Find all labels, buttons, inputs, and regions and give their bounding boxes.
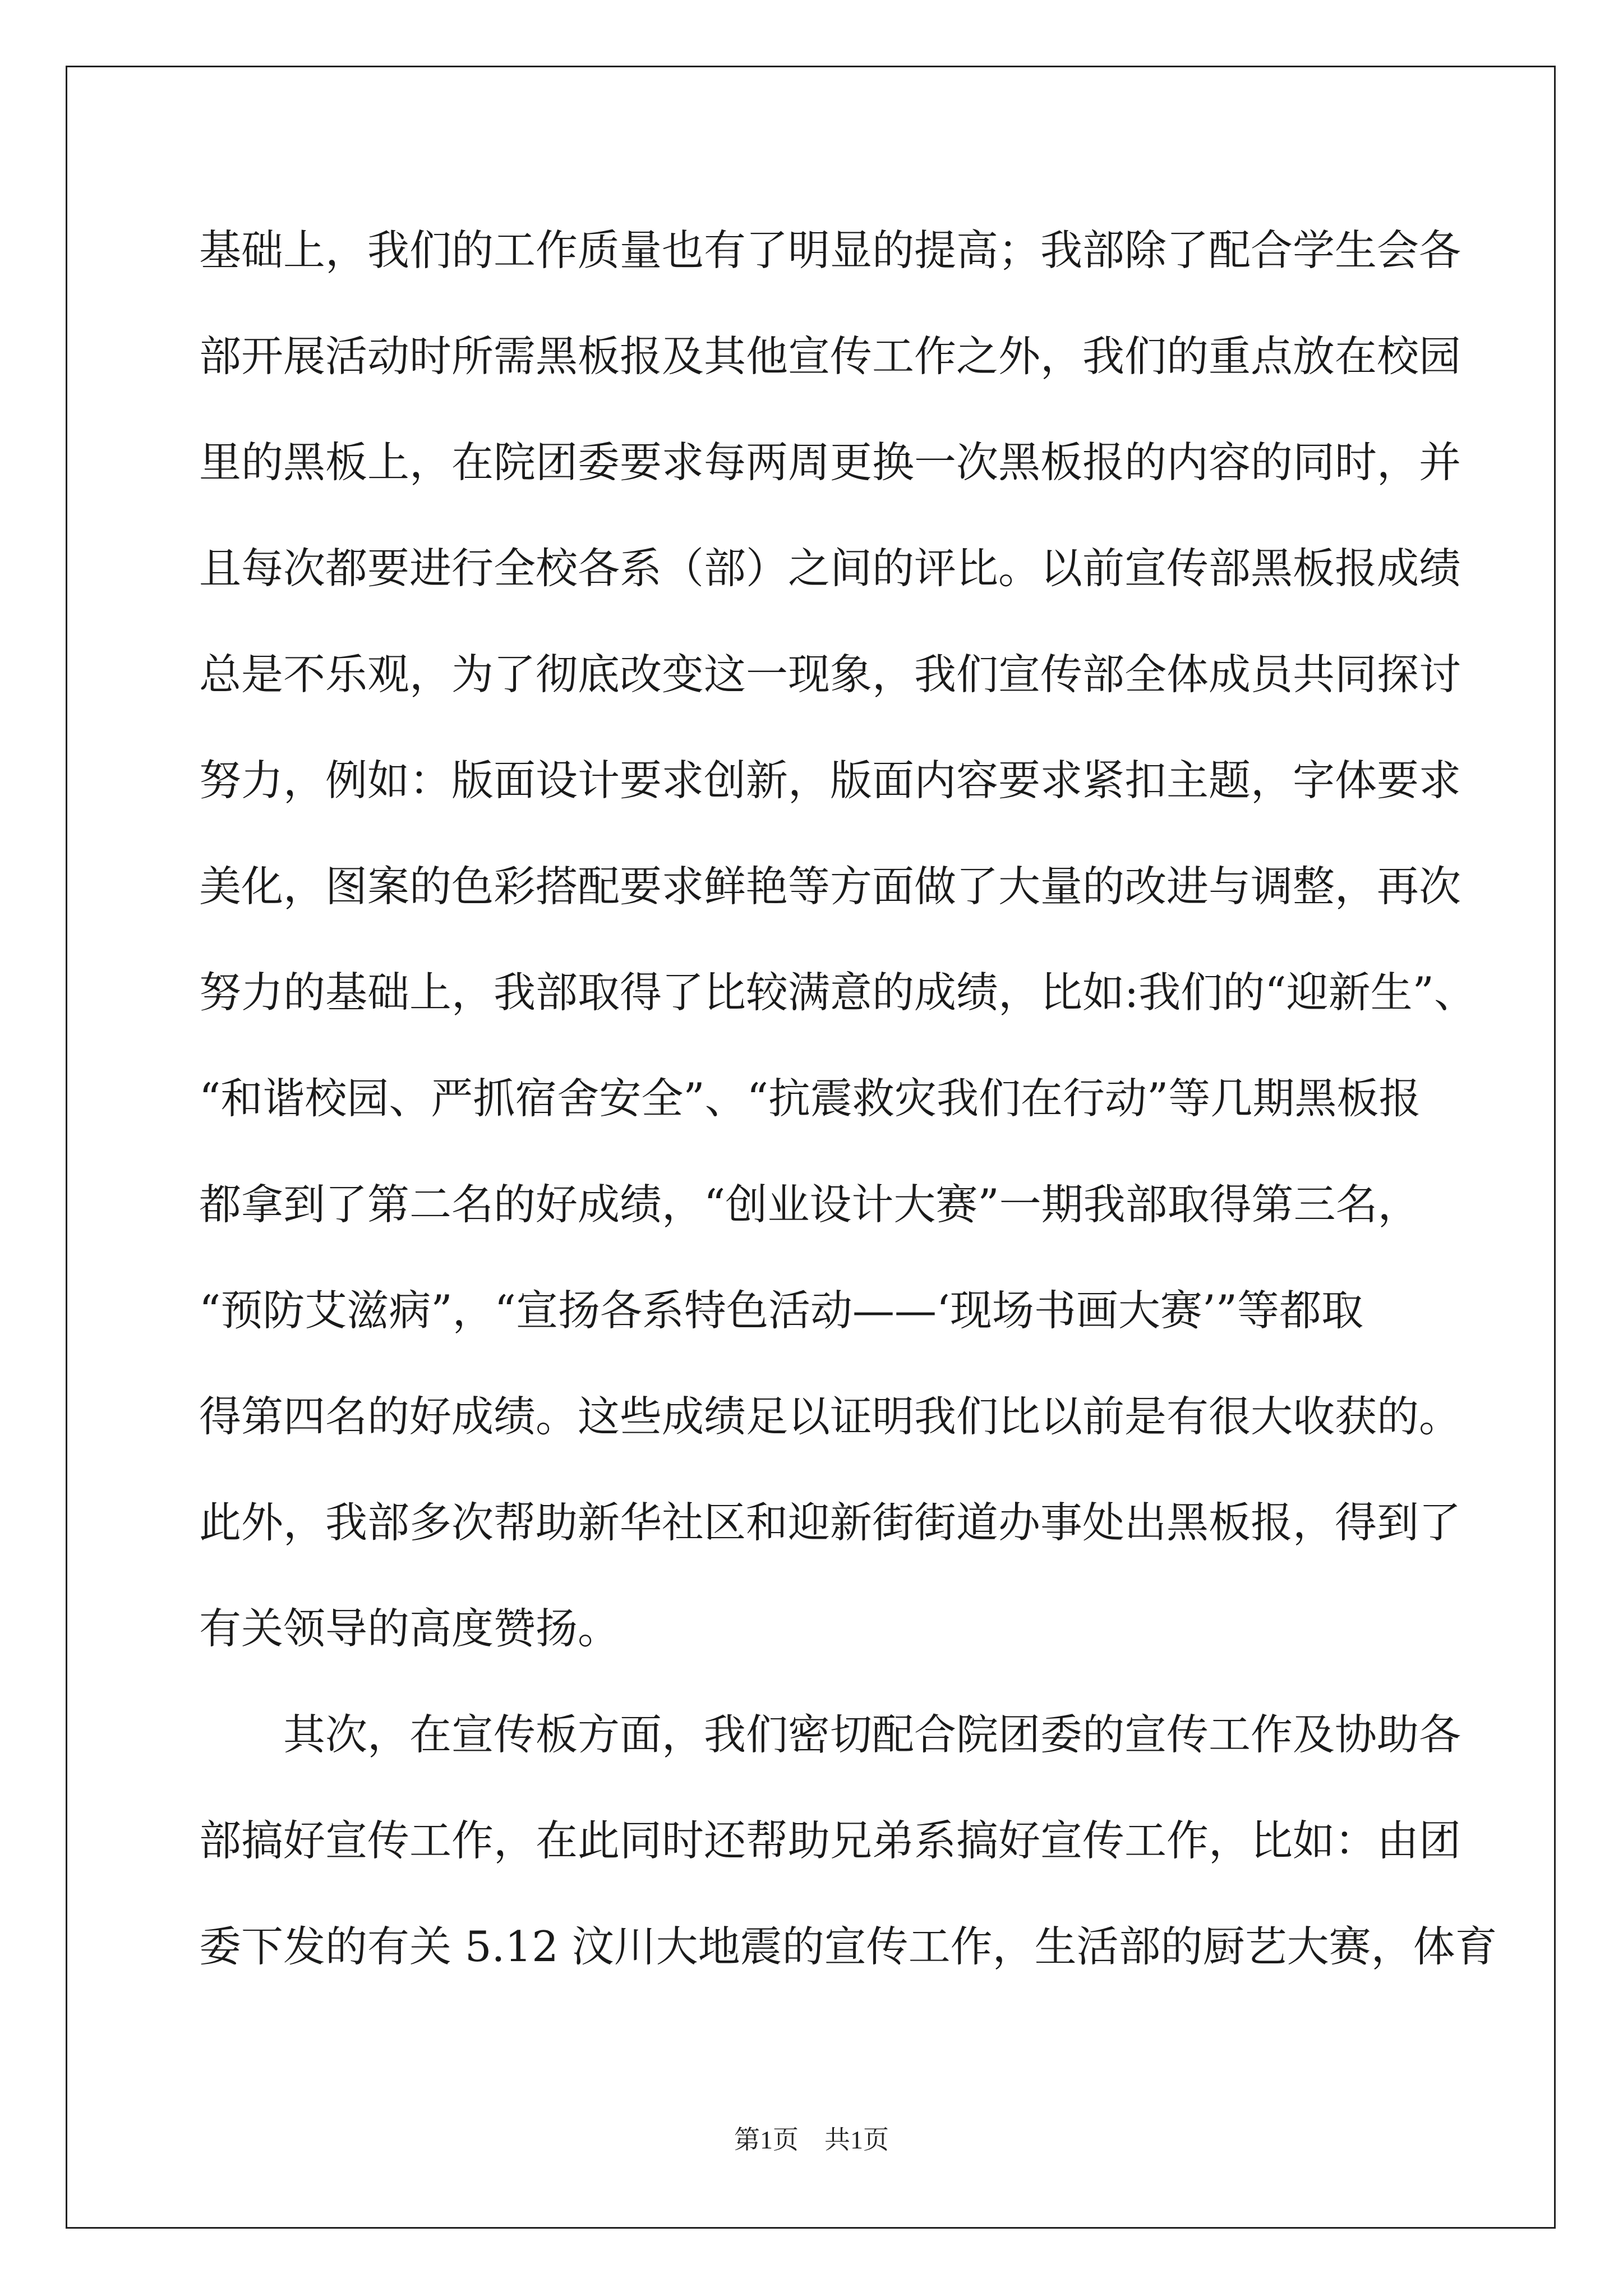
text-line: 其次，在宣传板方面，我们密切配合院团委的宣传工作及协助各 [199,1710,1461,1759]
text-line: 委下发的有关 5.12 汶川大地震的宣传工作，生活部的厨艺大赛，体育 [199,1922,1497,1971]
page-border [66,66,1556,2229]
text-line: 得第四名的好成绩。这些成绩足以证明我们比以前是有很大收获的。 [199,1392,1461,1441]
text-line: 努力，例如：版面设计要求创新，版面内容要求紧扣主题，字体要求 [199,756,1461,805]
text-line: “和谐校园、严抓宿舍安全”、“抗震救灾我们在行动”等几期黑板报 [199,1074,1421,1123]
text-line: 里的黑板上，在院团委要求每两周更换一次黑板报的内容的同时，并 [199,438,1461,487]
text-line: 此外，我部多次帮助新华社区和迎新街街道办事处出黑板报，得到了 [199,1498,1461,1547]
text-line: 美化，图案的色彩搭配要求鲜艳等方面做了大量的改进与调整，再次 [199,862,1461,911]
text-line: 努力的基础上，我部取得了比较满意的成绩，比如:我们的“迎新生”、 [199,968,1476,1017]
page-footer: 第1页 共1页 [734,2125,889,2154]
text-line: 都拿到了第二名的好成绩，“创业设计大赛”一期我部取得第三名， [199,1180,1420,1229]
text-line: 总是不乐观，为了彻底改变这一现象，我们宣传部全体成员共同探讨 [199,650,1461,699]
text-line: “预防艾滋病”，“宣扬各系特色活动——‘现场书画大赛’”等都取 [199,1286,1364,1335]
text-line: 有关领导的高度赞扬。 [199,1604,620,1653]
text-line: 部开展活动时所需黑板报及其他宣传工作之外，我们的重点放在校园 [199,332,1461,381]
text-line: 且每次都要进行全校各系（部）之间的评比。以前宣传部黑板报成绩 [199,544,1461,593]
text-line: 部搞好宣传工作，在此同时还帮助兄弟系搞好宣传工作，比如：由团 [199,1816,1461,1865]
text-line: 基础上，我们的工作质量也有了明显的提高；我部除了配合学生会各 [199,226,1461,275]
